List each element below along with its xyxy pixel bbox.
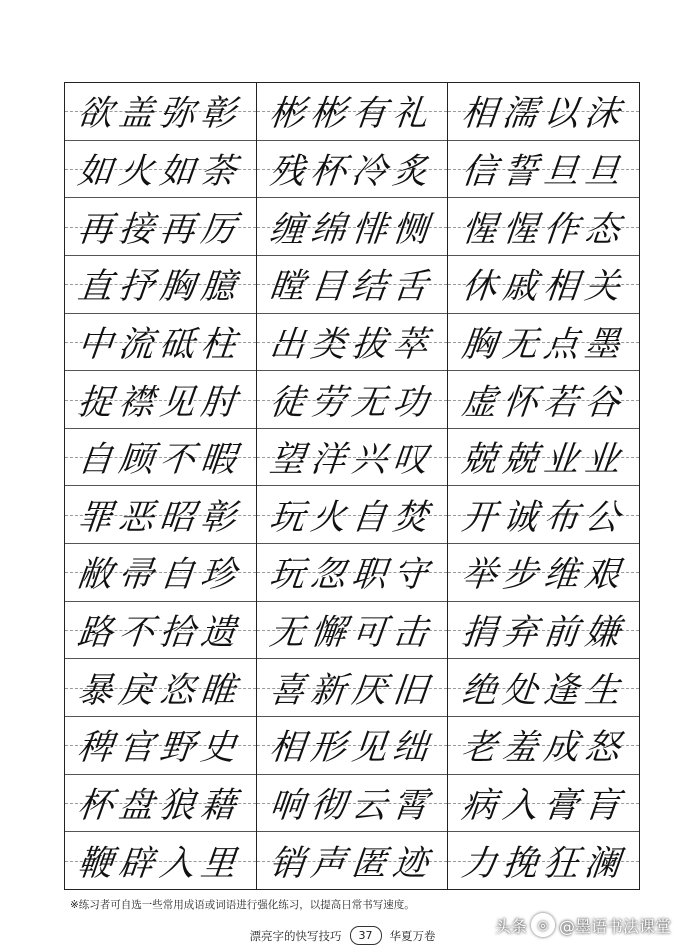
idiom-text: 相濡以沫 xyxy=(459,94,628,135)
grid-cell xyxy=(65,428,256,486)
idiom-text: 休戚相关 xyxy=(459,267,628,308)
idiom-text: 再接再厉 xyxy=(75,209,245,250)
book-title: 漂亮字的快写技巧 xyxy=(249,928,342,943)
grid-cell xyxy=(448,658,639,716)
idiom-text: 出类拔萃 xyxy=(267,324,436,365)
idiom-text: 力挽狂澜 xyxy=(459,843,628,884)
grid-cell xyxy=(65,197,256,255)
idiom-text: 暴戾恣睢 xyxy=(75,670,245,711)
idiom-text: 直抒胸臆 xyxy=(75,267,245,308)
idiom-text: 残杯冷炙 xyxy=(267,151,436,192)
idiom-text: 病入膏肓 xyxy=(459,786,628,826)
idiom-text: 兢兢业业 xyxy=(459,440,628,481)
grid-cell xyxy=(448,83,639,140)
idiom-text: 自顾不暇 xyxy=(75,440,245,481)
grid-cell xyxy=(448,197,639,255)
grid-cell xyxy=(257,774,448,832)
grid-cell xyxy=(257,428,448,486)
grid-cell xyxy=(448,716,639,774)
grid-cell xyxy=(257,485,448,543)
idiom-text: 徒劳无功 xyxy=(267,382,436,423)
grid-cell xyxy=(65,313,256,371)
idiom-text: 罪恶昭彰 xyxy=(75,497,245,538)
grid-cell xyxy=(257,601,448,659)
grid-cell xyxy=(65,543,256,601)
grid-cell xyxy=(448,255,639,313)
grid-cell xyxy=(65,601,256,659)
grid-cell xyxy=(448,485,639,543)
grid-cell xyxy=(65,831,256,889)
watermark-logo-icon: ◎ xyxy=(531,913,555,937)
grid-cell xyxy=(448,774,639,832)
idiom-text: 相形见绌 xyxy=(267,728,436,769)
publisher: 华夏万卷 xyxy=(389,928,436,943)
practice-note: ※练习者可自选一些常用成语或词语进行强化练习，以提高日常书写速度。 xyxy=(70,899,415,911)
grid-cell xyxy=(65,255,256,313)
column-2 xyxy=(256,83,448,889)
grid-cell xyxy=(448,831,639,889)
grid-cell xyxy=(448,543,639,601)
grid-cell xyxy=(257,831,448,889)
idiom-text: 捐弃前嫌 xyxy=(459,613,628,654)
idiom-text: 杯盘狼藉 xyxy=(75,786,245,826)
grid-cell xyxy=(448,313,639,371)
idiom-text: 虚怀若谷 xyxy=(459,382,628,423)
idiom-text: 欲盖弥彰 xyxy=(75,94,245,135)
grid-cell xyxy=(257,255,448,313)
idiom-text: 老羞成怒 xyxy=(459,728,628,769)
idiom-text: 信誓旦旦 xyxy=(459,151,628,192)
grid-cell xyxy=(257,658,448,716)
idiom-text: 鞭辟入里 xyxy=(75,843,245,884)
grid-cell xyxy=(448,428,639,486)
grid-cell xyxy=(65,658,256,716)
grid-cell xyxy=(65,485,256,543)
grid-cell xyxy=(448,601,639,659)
grid-cell xyxy=(257,543,448,601)
grid-cell xyxy=(257,313,448,371)
grid-cell xyxy=(257,140,448,198)
grid-cell xyxy=(448,370,639,428)
grid-cell xyxy=(65,140,256,198)
grid-cell xyxy=(65,83,256,140)
grid-cell xyxy=(65,774,256,832)
page-number: 37 xyxy=(350,926,382,945)
grid-cell xyxy=(257,197,448,255)
watermark-handle: @墨语书法课堂 xyxy=(558,916,671,936)
idiom-text: 缠绵悱恻 xyxy=(267,209,436,250)
idiom-text: 路不拾遗 xyxy=(75,613,245,654)
idiom-text: 举步维艰 xyxy=(459,555,628,596)
grid-cell xyxy=(257,716,448,774)
watermark xyxy=(495,913,671,937)
column-3 xyxy=(447,83,639,889)
idiom-text: 销声匿迹 xyxy=(267,843,436,884)
idiom-text: 彬彬有礼 xyxy=(267,94,436,135)
idiom-text: 响彻云霄 xyxy=(267,786,436,826)
grid-cell xyxy=(65,370,256,428)
idiom-text: 无懈可击 xyxy=(267,613,436,654)
idiom-text: 瞠目结舌 xyxy=(267,267,436,308)
idiom-text: 玩火自焚 xyxy=(267,497,436,538)
idiom-text: 中流砥柱 xyxy=(75,324,245,365)
idiom-text: 开诚布公 xyxy=(459,497,628,538)
watermark-prefix: 头条 xyxy=(494,916,527,936)
column-1 xyxy=(65,83,256,889)
idiom-text: 玩忽职守 xyxy=(267,555,436,596)
idiom-text: 绝处逢生 xyxy=(459,670,628,711)
grid-cell xyxy=(65,716,256,774)
idiom-text: 望洋兴叹 xyxy=(267,440,436,481)
idiom-text: 胸无点墨 xyxy=(459,324,628,365)
grid-cell xyxy=(257,370,448,428)
idiom-text: 惺惺作态 xyxy=(459,209,628,250)
practice-grid xyxy=(64,82,640,890)
grid-cell xyxy=(448,140,639,198)
idiom-text: 稗官野史 xyxy=(75,728,245,769)
idiom-text: 如火如荼 xyxy=(75,151,245,192)
idiom-text: 捉襟见肘 xyxy=(75,382,245,423)
idiom-text: 喜新厌旧 xyxy=(267,670,436,711)
grid-cell xyxy=(257,83,448,140)
idiom-text: 敝帚自珍 xyxy=(75,555,245,596)
